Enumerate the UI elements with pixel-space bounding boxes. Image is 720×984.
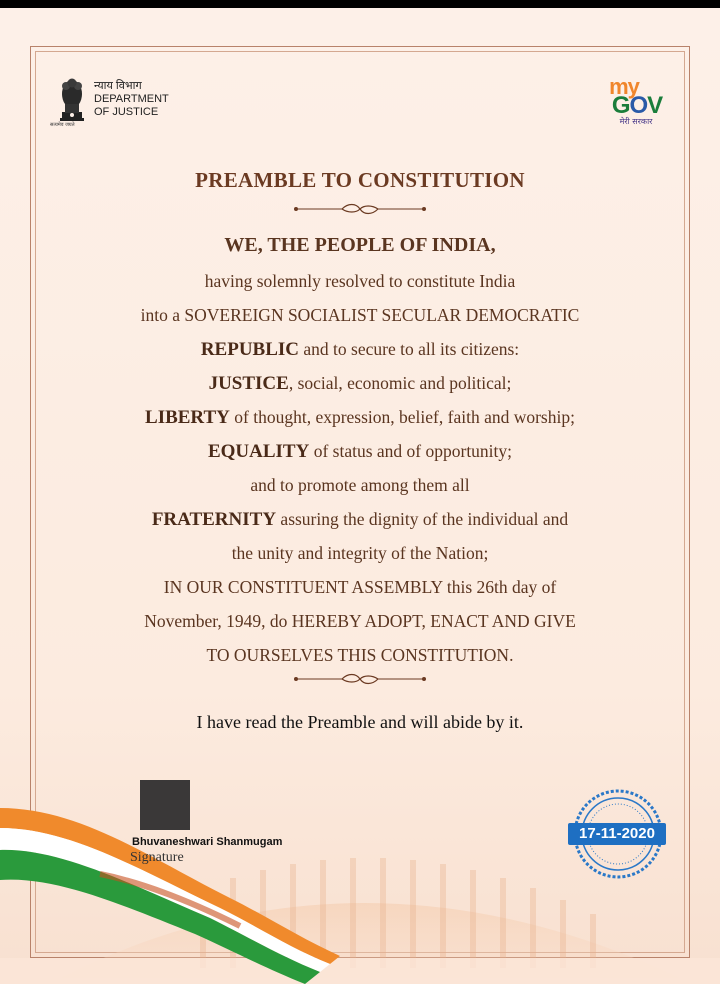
- preamble-line-12: November, 1949, do HEREBY ADOPT, ENACT AND GIVE: [144, 611, 576, 631]
- mygov-gov-text: GOV: [611, 92, 663, 119]
- preamble-line-5: JUSTICE, social, economic and political;: [208, 373, 512, 394]
- preamble-line-10: the unity and integrity of the Nation;: [231, 543, 489, 563]
- preamble-line-11: IN OUR CONSTITUENT ASSEMBLY this 26th day of: [163, 577, 557, 597]
- preamble-line-13: TO OURSELVES THIS CONSTITUTION.: [206, 645, 514, 665]
- doj-line-1: DEPARTMENT: [94, 93, 169, 105]
- preamble-line-2: having solemnly resolved to constitute India: [204, 271, 516, 291]
- preamble-line-9: FRATERNITY assuring the dignity of the individual and: [151, 509, 569, 530]
- preamble-line-4: REPUBLIC and to secure to all its citizens:: [200, 339, 520, 360]
- doj-hindi-label: न्याय विभाग: [94, 80, 142, 92]
- preamble-line-8: and to promote among them all: [250, 475, 470, 495]
- ornament-divider-top: [290, 202, 430, 216]
- preamble-line-6: LIBERTY of thought, expression, belief, faith and worship;: [145, 407, 575, 428]
- preamble-line-3: into a SOVEREIGN SOCIALIST SECULAR DEMOCRATIC: [140, 305, 580, 325]
- certificate-page: [0, 8, 720, 984]
- preamble-line-7: EQUALITY of status and of opportunity;: [207, 441, 513, 462]
- stamp-date: 17-11-2020: [568, 823, 666, 845]
- emblem-caption: सत्यमेव जयते: [50, 122, 75, 128]
- ornament-divider-bottom: [290, 672, 430, 686]
- preamble-text: [0, 226, 720, 672]
- pledge-text: I have read the Preamble and will abide by it.: [196, 712, 524, 732]
- page-title: PREAMBLE TO CONSTITUTION: [195, 168, 525, 192]
- signature-image: [140, 780, 190, 830]
- preamble-line-1: WE, THE PEOPLE OF INDIA,: [224, 234, 496, 256]
- mygov-logo: [600, 74, 668, 134]
- signatory-name: Bhuvaneshwari Shanmugam: [132, 836, 283, 848]
- signature-label: Signature: [130, 850, 184, 865]
- doj-line-2: OF JUSTICE: [94, 106, 159, 118]
- mygov-subtitle: मेरी सरकार: [619, 117, 653, 126]
- mygov-my-text: my: [609, 74, 639, 99]
